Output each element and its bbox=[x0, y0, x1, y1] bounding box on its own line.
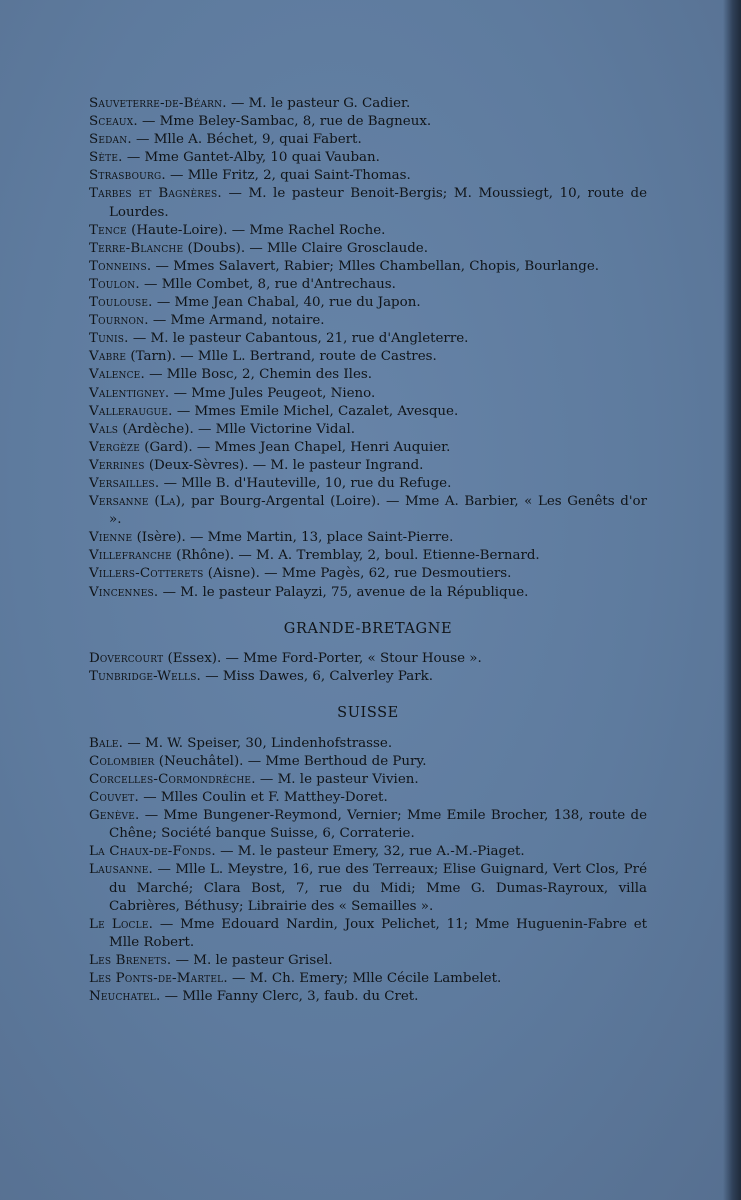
place-name: Colombier bbox=[89, 753, 155, 769]
entry-text: (Aisne). — Mme Pagès, 62, rue Desmoutiers. bbox=[203, 566, 512, 582]
list-item bbox=[89, 771, 647, 789]
place-name: Versailles. bbox=[89, 475, 160, 491]
place-name: Tunbridge-Wells. bbox=[89, 668, 202, 684]
list-item bbox=[89, 565, 647, 583]
list-item bbox=[89, 149, 647, 167]
place-name: Tarbes et Bagnères. bbox=[89, 186, 222, 202]
place-name: Vergèze bbox=[89, 439, 140, 455]
list-item bbox=[89, 348, 647, 366]
entry-text: (Essex). — Mme Ford-Porter, « Stour House ». bbox=[163, 650, 482, 666]
list-item bbox=[89, 276, 647, 294]
section-heading-suisse: SUISSE bbox=[337, 704, 399, 721]
place-name: Terre-Blanche bbox=[89, 240, 184, 256]
entry-text: — Mme Edouard Nardin, Joux Pelichet, 11; Mme Huguenin-Fabre et Mlle Robert. bbox=[109, 916, 648, 950]
entry-text: — M. le pasteur Grisel. bbox=[171, 952, 333, 968]
entry-text: — Mmes Emile Michel, Cazalet, Avesque. bbox=[172, 403, 459, 419]
place-name: Neuchatel. bbox=[89, 989, 161, 1005]
entry-text: — Mme Bungener-Reymond, Vernier; Mme Emile Brocher, 138, route de Chêne; Société banque Suisse, 6, Corraterie. bbox=[109, 808, 647, 842]
list-item bbox=[89, 421, 647, 439]
place-name: Tunis. bbox=[89, 331, 129, 347]
place-name: Le Locle. bbox=[89, 916, 154, 932]
list-item bbox=[89, 547, 647, 565]
entry-text: par Bourg-Argental (Loire). — Mme A. Barbier, « Les Genêts d'or ». bbox=[109, 494, 647, 528]
place-name: Sauveterre-de-Béarn. bbox=[89, 96, 227, 111]
page-edge-shadow bbox=[723, 0, 741, 1200]
list-item bbox=[89, 843, 647, 861]
list-item bbox=[89, 385, 647, 403]
list-item bbox=[89, 735, 647, 753]
place-name: Villers-Cotterets bbox=[89, 566, 204, 582]
place-name: Dovercourt bbox=[89, 650, 164, 666]
place-name: Sète. bbox=[89, 150, 123, 166]
place-name: Sedan. bbox=[89, 132, 132, 148]
entry-text: — M. le pasteur G. Cadier. bbox=[226, 96, 411, 111]
entry-text: — M. le pasteur Benoit-Bergis; M. Moussiegt, 10, route de Lourdes. bbox=[109, 186, 647, 220]
place-name: Tournon. bbox=[89, 313, 149, 329]
entry-text: — M. le pasteur Emery, 32, rue A.-M.-Piaget. bbox=[215, 844, 525, 860]
list-item bbox=[89, 258, 647, 276]
place-name: Tence bbox=[89, 222, 127, 238]
france-list bbox=[89, 95, 647, 602]
list-item bbox=[89, 185, 647, 221]
list-item bbox=[89, 753, 647, 771]
entry-text: — Mme Armand, notaire. bbox=[148, 313, 325, 329]
list-item bbox=[89, 584, 647, 602]
place-name: Valence. bbox=[89, 367, 145, 383]
entry-text: — Mme Gantet-Alby, 10 quai Vauban. bbox=[122, 150, 380, 166]
place-name: La Chaux-de-Fonds. bbox=[89, 844, 216, 860]
list-item bbox=[89, 475, 647, 493]
entry-text: (Neuchâtel). — Mme Berthoud de Pury. bbox=[154, 753, 427, 769]
place-name: Versanne (La), bbox=[89, 494, 186, 510]
entry-text: — Mlle Bosc, 2, Chemin des Iles. bbox=[144, 367, 372, 383]
entry-text: (Ardèche). — Mlle Victorine Vidal. bbox=[118, 421, 356, 437]
list-item bbox=[89, 493, 647, 529]
list-item bbox=[89, 294, 647, 312]
place-name: Bale. bbox=[89, 735, 124, 751]
entry-text: — Mlle A. Béchet, 9, quai Fabert. bbox=[131, 132, 362, 148]
section-heading-grande-bretagne: GRANDE-BRETAGNE bbox=[283, 620, 453, 637]
entry-text: — Mlle B. d'Hauteville, 10, rue du Refuge. bbox=[159, 475, 452, 491]
list-item bbox=[89, 240, 647, 258]
ch-list bbox=[89, 735, 647, 1006]
place-name: Valleraugue. bbox=[89, 403, 173, 419]
entry-text: (Gard). — Mmes Jean Chapel, Henri Auquier. bbox=[140, 439, 451, 455]
place-name: Toulouse. bbox=[89, 295, 153, 311]
list-item bbox=[89, 330, 647, 348]
entry-text: — Mme Jules Peugeot, Nieno. bbox=[169, 385, 376, 401]
place-name: Vienne bbox=[89, 530, 133, 546]
list-item bbox=[89, 95, 647, 113]
place-name: Sceaux. bbox=[89, 114, 138, 130]
list-item bbox=[89, 789, 647, 807]
entry-text: — Mlle Fritz, 2, quai Saint-Thomas. bbox=[165, 168, 411, 184]
entry-text: — Mme Jean Chabal, 40, rue du Japon. bbox=[152, 295, 421, 311]
list-item bbox=[89, 952, 647, 970]
entry-text: (Deux-Sèvres). — M. le pasteur Ingrand. bbox=[144, 457, 424, 473]
place-name: Strasbourg. bbox=[89, 168, 166, 184]
list-item bbox=[89, 131, 647, 149]
entry-text: — M. le pasteur Cabantous, 21, rue d'Angleterre. bbox=[128, 331, 469, 347]
place-name: Valentigney. bbox=[89, 385, 170, 401]
list-item bbox=[89, 916, 647, 952]
place-name: Couvet. bbox=[89, 790, 139, 806]
place-name: Vals bbox=[89, 421, 119, 437]
place-name: Toulon. bbox=[89, 276, 140, 292]
place-name: Lausanne. bbox=[89, 862, 154, 878]
list-item bbox=[89, 113, 647, 131]
entry-text: — Mlles Coulin et F. Matthey-Doret. bbox=[138, 790, 388, 806]
entry-text: — Mlle L. Meystre, 16, rue des Terreaux; Elise Guignard, Vert Clos, Pré du Marché; Clara Bost, 7, rue du Midi; Mme G. Dumas-Rayroux, villa Cabrières, Béthusy; Librairie des « Semailles ». bbox=[109, 862, 647, 914]
entry-text: — M. Ch. Emery; Mlle Cécile Lambelet. bbox=[227, 971, 502, 987]
place-name: Verrines bbox=[89, 457, 145, 473]
place-name: Les Ponts-de-Martel. bbox=[89, 971, 228, 987]
entry-text: — M. le pasteur Palayzi, 75, avenue de la République. bbox=[158, 584, 529, 600]
place-name: Villefranche bbox=[89, 548, 172, 564]
entry-text: — Mmes Salavert, Rabier; Mlles Chambellan, Chopis, Bourlange. bbox=[151, 258, 599, 274]
list-item bbox=[89, 457, 647, 475]
list-item bbox=[89, 366, 647, 384]
entry-text: — Mlle Combet, 8, rue d'Antrechaus. bbox=[139, 276, 396, 292]
place-name: Tonneins. bbox=[89, 258, 152, 274]
document-page bbox=[89, 95, 647, 1006]
entry-text: (Haute-Loire). — Mme Rachel Roche. bbox=[126, 222, 386, 238]
entry-text: (Rhône). — M. A. Tremblay, 2, boul. Etienne-Bernard. bbox=[171, 548, 540, 564]
list-item bbox=[89, 312, 647, 330]
list-item bbox=[89, 807, 647, 843]
list-item bbox=[89, 861, 647, 915]
list-item bbox=[89, 222, 647, 240]
entry-text: (Doubs). — Mlle Claire Grosclaude. bbox=[183, 240, 428, 256]
entry-text: (Isère). — Mme Martin, 13, place Saint-Pierre. bbox=[132, 530, 454, 546]
entry-text: — M. W. Speiser, 30, Lindenhofstrasse. bbox=[123, 735, 393, 751]
list-item bbox=[89, 529, 647, 547]
list-item bbox=[89, 167, 647, 185]
list-item bbox=[89, 668, 647, 686]
list-item bbox=[89, 650, 647, 668]
list-item bbox=[89, 403, 647, 421]
entry-text: (Tarn). — Mlle L. Bertrand, route de Castres. bbox=[126, 349, 437, 365]
place-name: Genève. bbox=[89, 808, 140, 824]
place-name: Corcelles-Cormondrèche. bbox=[89, 772, 256, 787]
entry-text: — Mlle Fanny Clerc, 3, faub. du Cret. bbox=[160, 989, 419, 1005]
entry-text: — M. le pasteur Vivien. bbox=[255, 772, 419, 787]
gb-list bbox=[89, 650, 647, 686]
place-name: Vincennes. bbox=[89, 584, 159, 600]
list-item bbox=[89, 970, 647, 988]
place-name: Les Brenets. bbox=[89, 952, 172, 968]
place-name: Vabre bbox=[89, 349, 127, 365]
list-item bbox=[89, 988, 647, 1006]
list-item bbox=[89, 439, 647, 457]
entry-text: — Miss Dawes, 6, Calverley Park. bbox=[201, 668, 434, 684]
entry-text: — Mme Beley-Sambac, 8, rue de Bagneux. bbox=[137, 114, 432, 130]
